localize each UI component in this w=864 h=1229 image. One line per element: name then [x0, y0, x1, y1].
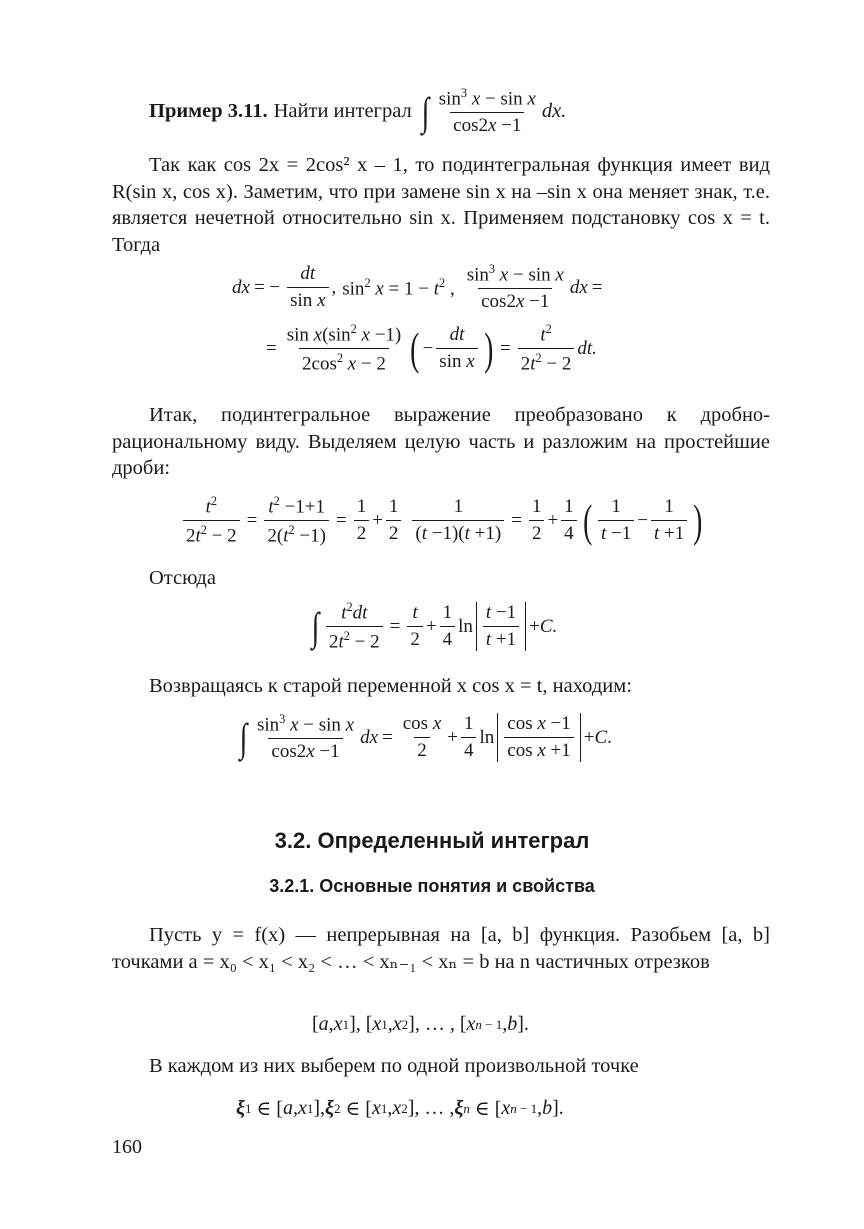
formula-integral-t: ∫ $\frac{t^2dt}{2t^2 - 2}$ = $\frac{t}{2}$ + $\frac{1}{4}$ ln $\frac{t -1}{t +1}$ + C. [311, 600, 558, 653]
example-heading: Пример 3.11. Найти интеграл ∫ $\frac{\sin^3 x - \sin x}{\cos 2x -1}$ dx. [149, 86, 567, 137]
paragraph-6: В каждом из них выберем по одной произвольной точке [149, 1055, 639, 1077]
example-label: Пример 3.11. [149, 100, 268, 123]
subsection-title: 3.2.1. Основные понятия и свойства [269, 876, 595, 896]
formula-segments: [ a , x 1 ], [ x 1 , x 2 ], … , [ x n − 1 , b ]. [312, 1013, 529, 1035]
paragraph-1: Так как cos 2x = 2cos² x – 1, то подинтегральная функция имеет вид R(sin x, cos x). Заметим, что при замене sin x на –sin x она меняет знак, т.е. является нечетной относительно sin x. Применяем подстановку cos x = t. Тогда [112, 154, 770, 256]
example-text: Найти интеграл [273, 100, 412, 123]
paragraph-2: Итак, подинтегральное выражение преобразовано к дробно-рациональному виду. Выделяем целую часть и разложим на простейшие дроби: [112, 404, 770, 479]
formula-final-integral: ∫ $\frac{\sin^3 x - \sin x}{\cos 2x -1}$ dx = $\frac{\text{cos x}}{2}$ + $\frac{1}{4}$ ln $\frac{\text{cos x −1}}{\text{cos x +1}}$ + C . [239, 712, 612, 763]
section-title: 3.2. Определенный интеграл [274, 828, 590, 853]
formula-partial-fractions: $\frac{t^2}{2t^2 - 2}$ = $\frac{t^2 -1+1}{2(t^2 -1)}$ = $\frac{1}{2}$ + $\frac{1}{2}$ $\frac{1}{(t -1)(t +1)}$ = $\frac{1}{2}$ + $\frac{1}{4}$ ( $\frac{1}{t -1}$ − $\frac{1}{t +1}$ ) [180, 494, 706, 548]
formula-substitution-line1: dx = − $\frac{dt}{\text{sin x}}$ , $\sin^2 x = 1 - t^2$ , $\frac{\sin^3 x - \sin x}{\cos 2x -1}$ dx = [232, 262, 603, 313]
paragraph-5: Пусть y = f(x) — непрерывная на [a, b] функция. Разобьем [a, b] точками a = x₀ < x₁ < x₂ < … < xₙ₋₁ < xₙ = b на n частичных отрезков [112, 924, 770, 973]
paragraph-3: Отсюда [149, 567, 216, 589]
page-number: 160 [112, 1136, 142, 1158]
formula-substitution-line2: = $\frac{\sin x(\sin^2 x -1)}{2\cos^2 x - 2}$ ( − $\frac{dt}{\text{sin x}}$ ) = $\frac{t^2}{2t^2 - 2}$ dt. [266, 322, 597, 375]
formula-points: ξ 1 ∈ [ a , x 1 ], ξ 2 ∈ [ x 1 , x 2 ], … , ξ n ∈ [ x n − 1 , b ]. [236, 1097, 564, 1120]
paragraph-4: Возвращаясь к старой переменной x cos x = t, находим: [149, 675, 632, 697]
